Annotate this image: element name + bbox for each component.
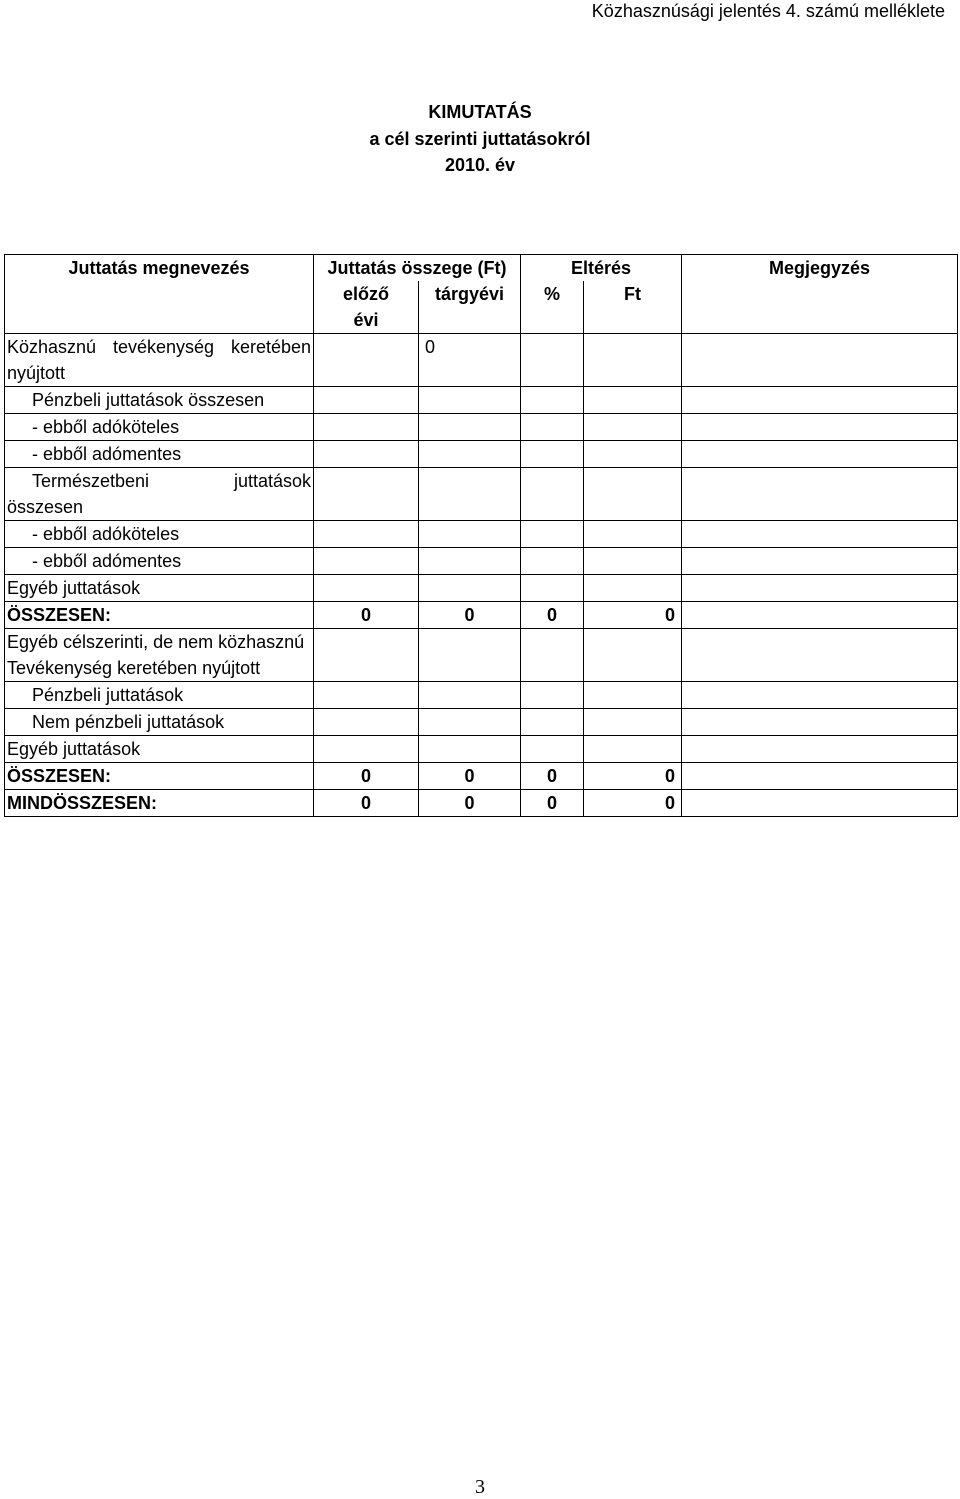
cell-note xyxy=(682,682,958,709)
cell-prev xyxy=(314,548,419,575)
cell-note xyxy=(682,602,958,629)
row-label: - ebből adóköteles xyxy=(5,521,314,548)
total-row xyxy=(5,763,958,790)
cell-ft xyxy=(584,709,682,736)
cell-pct xyxy=(521,682,584,709)
cell-pct xyxy=(521,441,584,468)
cell-pct xyxy=(521,736,584,763)
cell-ft xyxy=(584,682,682,709)
cell-ft xyxy=(584,441,682,468)
header-name-blank xyxy=(5,281,314,334)
title-line-1: KIMUTATÁS xyxy=(428,102,532,122)
cell-prev xyxy=(314,629,419,656)
cell-curr xyxy=(419,736,521,763)
cell-ft: 0 xyxy=(584,763,682,790)
title-line-3: 2010. év xyxy=(444,155,516,175)
row-label: - ebből adómentes xyxy=(5,441,314,468)
cell-pct: 0 xyxy=(521,790,584,817)
cell-pct xyxy=(521,414,584,441)
cell-prev xyxy=(314,682,419,709)
table-row xyxy=(5,655,958,682)
cell-curr xyxy=(419,414,521,441)
cell-pct xyxy=(521,334,584,387)
cell-ft xyxy=(584,414,682,441)
cell-prev xyxy=(314,575,419,602)
cell-note xyxy=(682,709,958,736)
row-label: Pénzbeli juttatások xyxy=(5,682,314,709)
row-label: Közhasznú tevékenység keretében nyújtott xyxy=(5,334,314,387)
cell-prev xyxy=(314,521,419,548)
row-label: ÖSSZESEN: xyxy=(5,763,314,790)
cell-note xyxy=(682,548,958,575)
table-row xyxy=(5,441,958,468)
cell-prev xyxy=(314,414,419,441)
cell-ft xyxy=(584,575,682,602)
cell-note xyxy=(682,655,958,682)
cell-curr xyxy=(419,682,521,709)
cell-prev xyxy=(314,655,419,682)
cell-prev: 0 xyxy=(314,790,419,817)
header-row-2 xyxy=(5,281,958,334)
row-label: Egyéb célszerinti, de nem közhasznú xyxy=(5,629,314,656)
table-row xyxy=(5,387,958,414)
cell-ft xyxy=(584,655,682,682)
cell-note xyxy=(682,763,958,790)
cell-ft xyxy=(584,548,682,575)
cell-pct xyxy=(521,387,584,414)
cell-prev xyxy=(314,441,419,468)
cell-ft xyxy=(584,521,682,548)
cell-pct xyxy=(521,655,584,682)
cell-curr xyxy=(419,629,521,656)
row-label: Tevékenység keretében nyújtott xyxy=(5,655,314,682)
cell-prev xyxy=(314,709,419,736)
cell-curr xyxy=(419,548,521,575)
table-row xyxy=(5,575,958,602)
cell-ft xyxy=(584,736,682,763)
cell-note xyxy=(682,790,958,817)
cell-pct: 0 xyxy=(521,763,584,790)
cell-curr xyxy=(419,441,521,468)
cell-curr: 0 xyxy=(419,602,521,629)
table-row xyxy=(5,709,958,736)
total-row xyxy=(5,602,958,629)
table-row xyxy=(5,682,958,709)
cell-note xyxy=(682,414,958,441)
benefits-table xyxy=(4,254,958,817)
cell-curr xyxy=(419,655,521,682)
cell-prev: 0 xyxy=(314,763,419,790)
table-row xyxy=(5,334,958,387)
row-label: MINDÖSSZESEN: xyxy=(5,790,314,817)
cell-pct xyxy=(521,629,584,656)
table-row xyxy=(5,629,958,656)
cell-note xyxy=(682,334,958,387)
cell-prev xyxy=(314,736,419,763)
row-label: Egyéb juttatások xyxy=(5,575,314,602)
cell-ft xyxy=(584,387,682,414)
cell-ft: 0 xyxy=(584,790,682,817)
table-row xyxy=(5,414,958,441)
cell-note xyxy=(682,387,958,414)
header-row-1 xyxy=(5,255,958,282)
cell-ft xyxy=(584,468,682,521)
row-label: Egyéb juttatások xyxy=(5,736,314,763)
table-row xyxy=(5,548,958,575)
header-difference: Eltérés xyxy=(521,255,682,282)
header-note: Közhasznúsági jelentés 4. számú melléklete xyxy=(591,1,945,21)
row-label: - ebből adóköteles xyxy=(5,414,314,441)
document-title xyxy=(0,99,960,179)
cell-pct xyxy=(521,548,584,575)
cell-note xyxy=(682,441,958,468)
cell-pct xyxy=(521,468,584,521)
row-label: Természetbeni juttatások összesen xyxy=(5,468,314,521)
cell-curr: 0 xyxy=(419,763,521,790)
header-name: Juttatás megnevezés xyxy=(5,255,314,282)
row-label: Pénzbeli juttatások összesen xyxy=(5,387,314,414)
header-note: Megjegyzés xyxy=(682,255,958,282)
cell-curr: 0 xyxy=(419,334,521,387)
cell-prev xyxy=(314,334,419,387)
cell-curr xyxy=(419,709,521,736)
cell-note xyxy=(682,521,958,548)
cell-prev xyxy=(314,387,419,414)
cell-pct: 0 xyxy=(521,602,584,629)
cell-note xyxy=(682,468,958,521)
header-current-year: tárgyévi xyxy=(419,281,521,334)
cell-prev xyxy=(314,468,419,521)
table-row xyxy=(5,521,958,548)
cell-prev: 0 xyxy=(314,602,419,629)
table-row xyxy=(5,468,958,521)
cell-pct xyxy=(521,575,584,602)
cell-curr xyxy=(419,468,521,521)
cell-curr xyxy=(419,575,521,602)
row-label: - ebből adómentes xyxy=(5,548,314,575)
cell-ft xyxy=(584,629,682,656)
cell-ft: 0 xyxy=(584,602,682,629)
cell-curr: 0 xyxy=(419,790,521,817)
cell-note xyxy=(682,575,958,602)
page-number: 3 xyxy=(475,1476,485,1498)
header-percent: % xyxy=(521,281,584,334)
header-amount: Juttatás összege (Ft) xyxy=(314,255,521,282)
row-label: ÖSSZESEN: xyxy=(5,602,314,629)
header-ft: Ft xyxy=(584,281,682,334)
cell-curr xyxy=(419,521,521,548)
table-row xyxy=(5,736,958,763)
grand-total-row xyxy=(5,790,958,817)
cell-curr xyxy=(419,387,521,414)
title-line-2: a cél szerinti juttatásokról xyxy=(369,128,591,149)
cell-ft xyxy=(584,334,682,387)
row-label: Nem pénzbeli juttatások xyxy=(5,709,314,736)
header-note-blank xyxy=(682,281,958,334)
header-prev-year: előző évi xyxy=(314,281,419,334)
cell-note xyxy=(682,629,958,656)
cell-pct xyxy=(521,709,584,736)
cell-note xyxy=(682,736,958,763)
cell-pct xyxy=(521,521,584,548)
